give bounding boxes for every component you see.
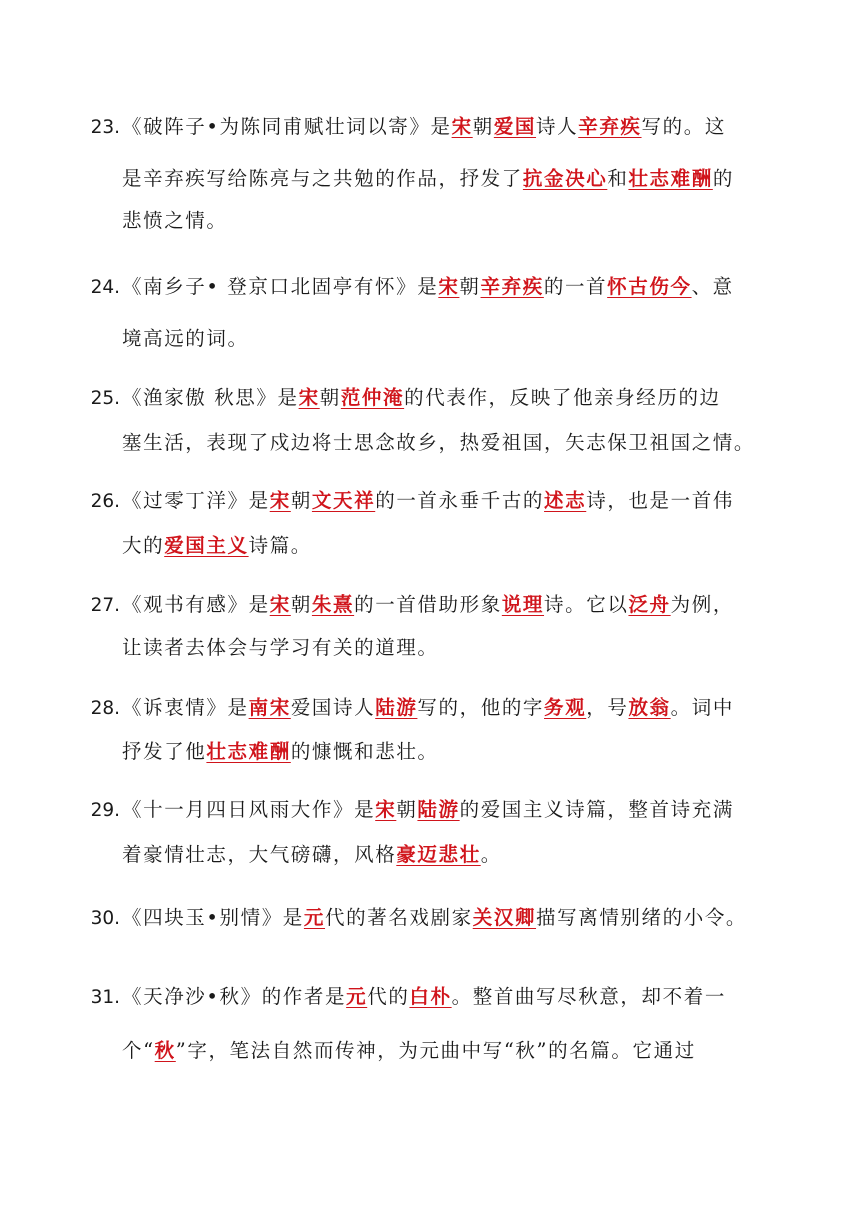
text-segment: ，号 bbox=[586, 696, 629, 719]
item-27-line-1 bbox=[0, 590, 734, 621]
text-segment: 《渔家傲 秋思》是 bbox=[122, 386, 299, 409]
text-segment: 《南乡子• 登京口北固亭有怀》是 bbox=[122, 275, 439, 298]
text-segment: 大的 bbox=[122, 534, 165, 557]
item-29-line-2 bbox=[0, 840, 502, 870]
item-31-line-2 bbox=[0, 1036, 696, 1066]
text-segment: 的一首借助形象 bbox=[354, 593, 502, 616]
text-segment: 诗篇。 bbox=[248, 534, 312, 557]
text-segment: 的爱国主义诗篇，整首诗充满 bbox=[459, 798, 734, 821]
highlight-keyword: 爱国 bbox=[493, 115, 537, 138]
highlight-keyword: 辛弃疾 bbox=[578, 115, 642, 138]
text-segment: 《四块玉•别情》是 bbox=[122, 906, 304, 929]
text-segment: 写的，他的字 bbox=[417, 696, 545, 719]
highlight-keyword: 宋 bbox=[298, 386, 320, 409]
item-26-line-1 bbox=[0, 486, 734, 517]
text-segment: 朝 bbox=[472, 115, 494, 138]
item-29-line-1 bbox=[0, 795, 734, 826]
item-number: 30. bbox=[90, 908, 120, 929]
highlight-keyword: 宋 bbox=[269, 593, 291, 616]
text-segment: 的慷慨和悲壮。 bbox=[290, 740, 439, 763]
item-23-line-2 bbox=[0, 164, 734, 194]
item-31-line-1 bbox=[0, 982, 726, 1013]
text-segment: 个“ bbox=[122, 1039, 155, 1062]
highlight-keyword: 南宋 bbox=[248, 696, 291, 719]
item-28-line-1 bbox=[0, 693, 734, 724]
highlight-keyword: 宋 bbox=[375, 798, 397, 821]
text-segment: 。整首曲写尽秋意，却不着一 bbox=[451, 985, 726, 1008]
item-27-line-2 bbox=[0, 633, 439, 663]
text-segment: 塞生活，表现了戍边将士思念故乡，热爱祖国，矢志保卫祖国之情。 bbox=[122, 431, 756, 454]
text-segment: 《天净沙•秋》的作者是 bbox=[122, 985, 347, 1008]
item-number: 23. bbox=[90, 117, 120, 138]
text-segment: 《观书有感》是 bbox=[122, 593, 270, 616]
highlight-keyword: 元 bbox=[346, 985, 368, 1008]
item-26-line-2 bbox=[0, 531, 312, 561]
text-segment: 的一首 bbox=[543, 275, 608, 298]
highlight-keyword: 陆游 bbox=[375, 696, 418, 719]
highlight-keyword: 文天祥 bbox=[311, 489, 376, 512]
highlight-keyword: 壮志难酬 bbox=[206, 740, 291, 763]
text-segment: 的代表作，反映了他亲身经历的边 bbox=[404, 386, 721, 409]
text-segment: 诗人 bbox=[536, 115, 579, 138]
item-24-line-1 bbox=[0, 272, 734, 303]
item-number: 24. bbox=[90, 277, 120, 298]
highlight-keyword: 关汉卿 bbox=[472, 906, 537, 929]
item-number: 26. bbox=[90, 491, 120, 512]
text-segment: 写的。这 bbox=[641, 115, 726, 138]
text-segment: 、意 bbox=[691, 275, 734, 298]
text-segment: 是辛弃疾写给陈亮与之共勉的作品，抒发了 bbox=[122, 167, 523, 190]
highlight-keyword: 辛弃疾 bbox=[480, 275, 544, 298]
item-number: 29. bbox=[90, 800, 120, 821]
text-segment: ”字，笔法自然而传神，为元曲中写“秋”的名篇。它通过 bbox=[175, 1039, 696, 1062]
highlight-keyword: 豪迈悲壮 bbox=[396, 843, 481, 866]
highlight-keyword: 范仲淹 bbox=[340, 386, 405, 409]
text-segment: 《破阵子•为陈同甫赋壮词以寄》是 bbox=[122, 115, 452, 138]
text-segment: 境高远的词。 bbox=[122, 327, 249, 350]
item-25-line-1 bbox=[0, 383, 721, 414]
text-segment: 诗，也是一首伟 bbox=[586, 489, 734, 512]
text-segment: 的 bbox=[712, 167, 734, 190]
item-23-line-3 bbox=[0, 206, 228, 236]
item-28-line-2 bbox=[0, 737, 439, 767]
highlight-keyword: 壮志难酬 bbox=[628, 167, 713, 190]
highlight-keyword: 泛舟 bbox=[628, 593, 671, 616]
text-segment: 代的 bbox=[367, 985, 410, 1008]
highlight-keyword: 述志 bbox=[544, 489, 587, 512]
text-segment: 诗。它以 bbox=[544, 593, 629, 616]
text-segment: 悲愤之情。 bbox=[122, 209, 228, 232]
text-segment: 朝 bbox=[459, 275, 481, 298]
highlight-keyword: 宋 bbox=[438, 275, 460, 298]
highlight-keyword: 宋 bbox=[269, 489, 291, 512]
highlight-keyword: 爱国主义 bbox=[164, 534, 249, 557]
text-segment: 。 bbox=[480, 843, 502, 866]
text-segment: 为例， bbox=[670, 593, 734, 616]
text-segment: 爱国诗人 bbox=[290, 696, 376, 719]
highlight-keyword: 说理 bbox=[501, 593, 545, 616]
highlight-keyword: 抗金决心 bbox=[522, 167, 608, 190]
highlight-keyword: 怀古伤今 bbox=[607, 275, 692, 298]
item-25-line-2 bbox=[0, 428, 755, 458]
text-segment: 的一首永垂千古的 bbox=[375, 489, 545, 512]
text-segment: 描写离情别绪的小令。 bbox=[536, 906, 748, 929]
highlight-keyword: 朱熹 bbox=[311, 593, 355, 616]
text-segment: 。词中 bbox=[670, 696, 734, 719]
highlight-keyword: 元 bbox=[303, 906, 326, 929]
text-segment: 《十一月四日风雨大作》是 bbox=[122, 798, 376, 821]
item-number: 31. bbox=[90, 987, 120, 1008]
highlight-keyword: 陆游 bbox=[417, 798, 460, 821]
item-number: 27. bbox=[90, 595, 120, 616]
text-segment: 《过零丁洋》是 bbox=[122, 489, 270, 512]
item-23-line-1 bbox=[0, 112, 726, 143]
text-segment: 让读者去体会与学习有关的道理。 bbox=[122, 636, 439, 659]
item-number: 25. bbox=[90, 388, 120, 409]
text-segment: 朝 bbox=[319, 386, 341, 409]
text-segment: 朝 bbox=[290, 489, 312, 512]
highlight-keyword: 务观 bbox=[544, 696, 587, 719]
highlight-keyword: 宋 bbox=[451, 115, 473, 138]
text-segment: 着豪情壮志，大气磅礴，风格 bbox=[122, 843, 397, 866]
text-segment: 和 bbox=[607, 167, 629, 190]
highlight-keyword: 秋 bbox=[154, 1039, 176, 1062]
item-number: 28. bbox=[90, 698, 120, 719]
text-segment: 抒发了他 bbox=[122, 740, 207, 763]
text-segment: 朝 bbox=[396, 798, 418, 821]
item-30-line-1 bbox=[0, 903, 747, 934]
highlight-keyword: 放翁 bbox=[628, 696, 671, 719]
highlight-keyword: 白朴 bbox=[409, 985, 452, 1008]
item-24-line-2 bbox=[0, 324, 249, 354]
text-segment: 《诉衷情》是 bbox=[122, 696, 249, 719]
text-segment: 朝 bbox=[290, 593, 312, 616]
text-segment: 代的著名戏剧家 bbox=[325, 906, 473, 929]
